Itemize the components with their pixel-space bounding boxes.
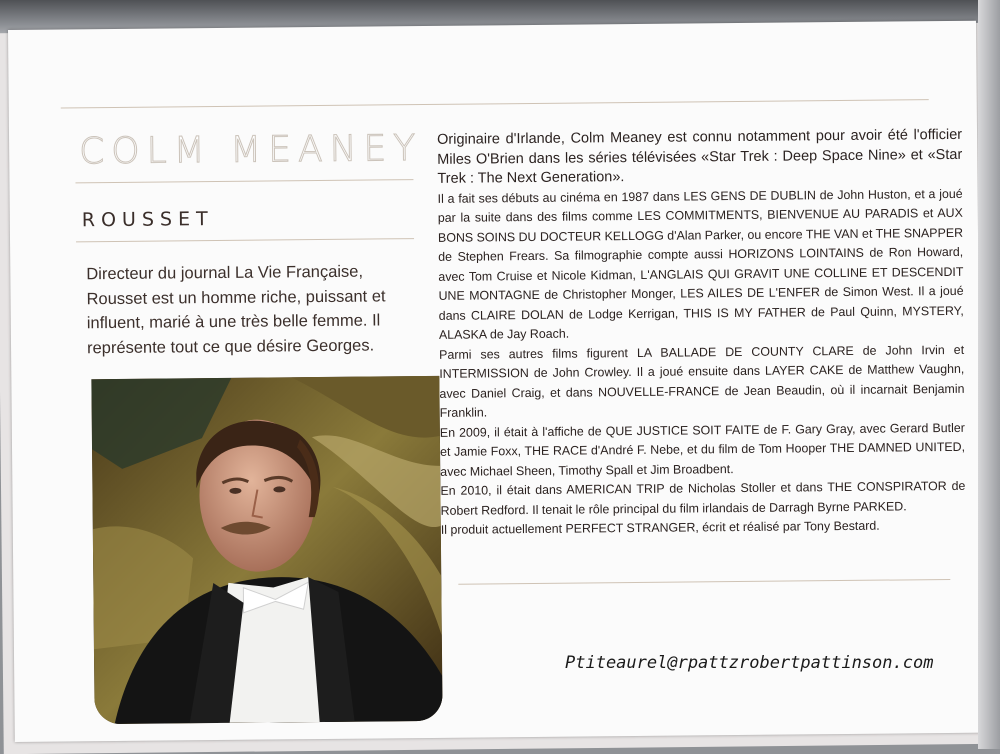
actor-photo	[91, 376, 442, 724]
scan-edge	[978, 0, 1000, 749]
actor-name-heading: COLM MEANEY	[78, 128, 423, 173]
actor-biography	[437, 126, 966, 541]
biography-paragraph: Originaire d'Irlande, Colm Meaney est connu notamment pour avoir été l'officier Miles O'Brien dans les séries télévisées «Star Trek : Deep Space Nine» et «Star Trek : The Next Generation».	[436, 126, 963, 187]
biography-paragraph: Il a fait ses débuts au cinéma en 1987 dans LES GENS DE DUBLIN de John Huston, et a joué par la suite dans des films comme LES COMMITMENTS, BIENVENUE AU PARADIS et AUX BONS SOINS DU DOCTEUR KELLOGG d'Alan Parker, ou encore THE VAN et THE SNAPPER de Stephen Frears. Sa filmographie compte aussi HORIZONS LOINTAINS de Ron Howard, avec Tom Cruise et Nicole Kidman, L'ANGLAIS QUI GRAVIT UNE COLLINE ET DESCENDIT UNE MONTAGNE de Christopher Monger, LES AILES DE L'ENFER de Simon West. Il a joué dans CLAIRE DOLAN de Lodge Kerrigan, THIS IS MY FATHER de Paul Quinn, MYSTERY, ALASKA de Jay Roach.	[437, 186, 964, 342]
bottom-divider	[458, 579, 950, 585]
character-role-heading: ROUSSET	[81, 208, 214, 232]
name-divider	[75, 179, 413, 183]
character-description: Directeur du journal La Vie Française, Rousset est un homme riche, puissant et influent, marié à une très belle femme. Il représente tout ce que désire Georges.	[86, 262, 386, 357]
book-page	[8, 21, 983, 742]
biography-paragraph: Il produit actuellement PERFECT STRANGER, écrit et réalisé par Tony Bestard.	[440, 518, 880, 537]
biography-paragraph: Parmi ses autres films figurent LA BALLADE DE COUNTY CLARE de John Irvin et INTERMISSION de John Crowley. Il a joué ensuite dans LAYER CAKE de Matthew Vaughn, avec Daniel Craig, et dans NOUVELLE-FRANCE de Jean Beaudin, où il incarnait Benjamin Franklin.	[439, 342, 965, 420]
biography-paragraph: En 2010, il était dans AMERICAN TRIP de Nicholas Stoller et dans THE CONSPIRATOR de Robert Redford. Il tenait le rôle principal du film irlandais de Darragh Byrne PARKED.	[440, 478, 966, 518]
role-divider	[76, 238, 414, 242]
watermark-email: Ptiteaurel@rpattzrobertpattinson.com	[565, 653, 934, 673]
top-divider	[61, 99, 929, 108]
biography-paragraph: En 2009, il était à l'affiche de QUE JUSTICE SOIT FAITE de F. Gary Gray, avec Gerard Butler et Jamie Foxx, THE RACE d'André F. Nebe, et du film de Tom Hooper THE DAMNED UNITED, avec Michael Sheen, Timothy Spall et Jim Broadbent.	[439, 420, 966, 479]
